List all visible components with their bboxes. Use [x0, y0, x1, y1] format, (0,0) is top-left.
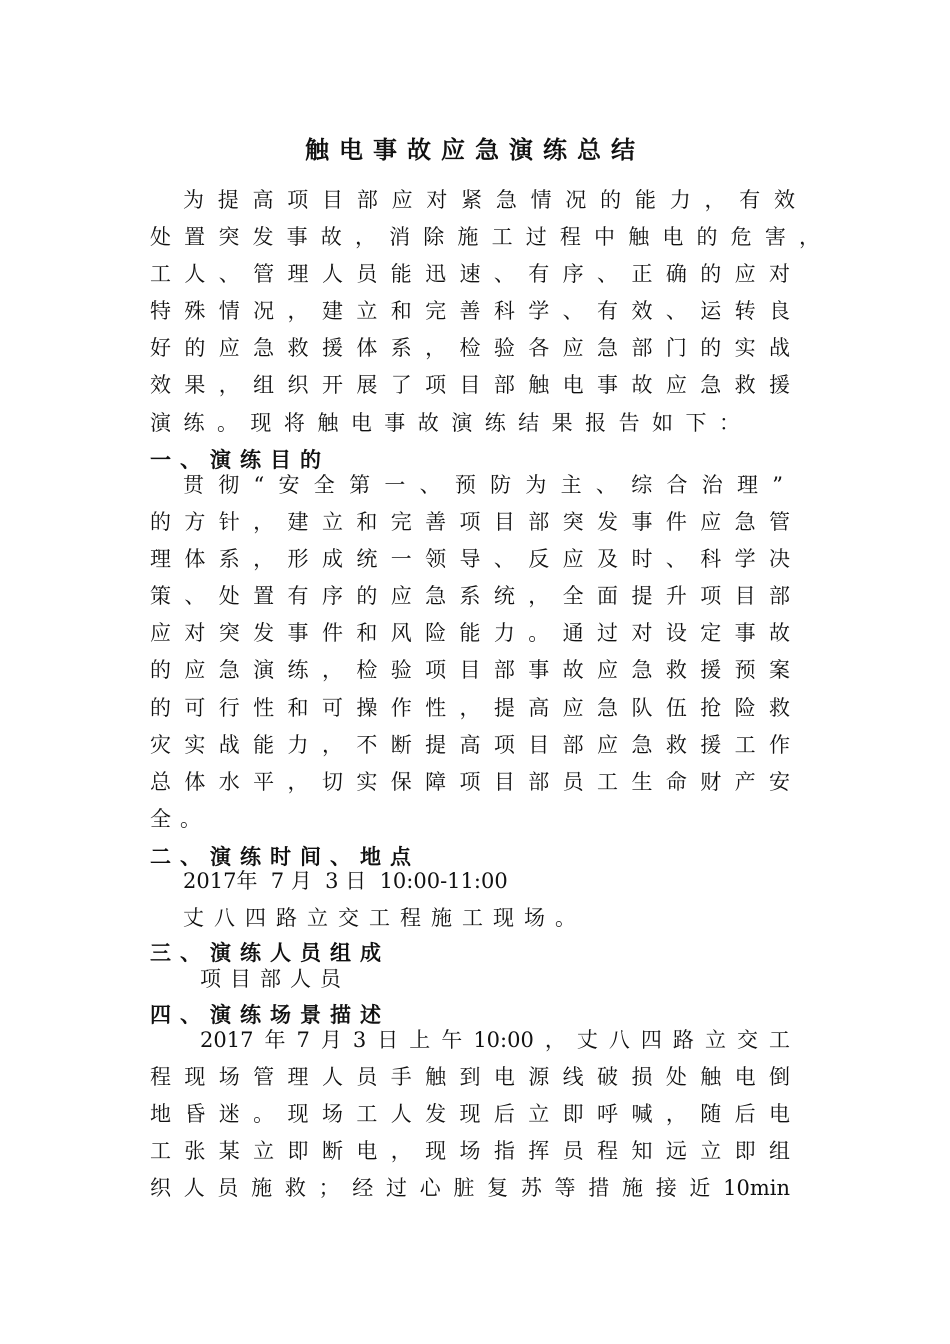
section1-line: 灾实战能力，不断提高项目部应急救援工作 [150, 733, 790, 757]
section4-line: 织人员施救；经过心脏复苏等措施接近10min [150, 1176, 790, 1200]
section1-line: 的方针，建立和完善项目部突发事件应急管 [150, 510, 790, 534]
intro-line: 演练。现将触电事故演练结果报告如下： [150, 411, 740, 435]
intro-line: 好的应急救援体系，检验各应急部门的实战 [150, 336, 790, 360]
section-heading: 二、演练时间、地点 [150, 844, 420, 869]
section4-line: 工张某立即断电，现场指挥员程知远立即组 [150, 1139, 790, 1163]
intro-line: 工人、管理人员能迅速、有序、正确的应对 [150, 262, 790, 286]
section1-line: 策、处置有序的应急系统，全面提升项目部 [150, 584, 790, 608]
section-heading: 一、演练目的 [150, 447, 330, 472]
section-heading: 四、演练场景描述 [150, 1002, 390, 1027]
section1-line: 应对突发事件和风险能力。通过对设定事故 [150, 621, 790, 645]
drill-personnel: 项目部人员 [200, 967, 350, 991]
section4-line: 地昏迷。现场工人发现后立即呼喊，随后电 [150, 1102, 790, 1126]
intro-line: 特殊情况，建立和完善科学、有效、运转良 [150, 299, 790, 323]
drill-location: 丈八四路立交工程施工现场。 [183, 906, 586, 930]
section4-line: 程现场管理人员手触到电源线破损处触电倒 [150, 1065, 790, 1089]
intro-line: 处置突发事故，消除施工过程中触电的危害， [150, 225, 820, 249]
section-heading: 三、演练人员组成 [150, 940, 390, 965]
intro-line: 效果，组织开展了项目部触电事故应急救援 [150, 373, 790, 397]
section1-line: 贯彻“安全第一、预防为主、综合治理” [183, 473, 783, 497]
section1-line: 理体系，形成统一领导、反应及时、科学决 [150, 547, 790, 571]
section1-line: 的可行性和可操作性，提高应急队伍抢险救 [150, 696, 790, 720]
drill-date: 2017年 7 月 3 日 10:00-11:00 [183, 869, 508, 893]
section1-line: 的应急演练，检验项目部事故应急救援预案 [150, 658, 790, 682]
section1-line: 总体水平，切实保障项目部员工生命财产安 [150, 770, 790, 794]
section4-line: 2017年7月3日上午10:00，丈八四路立交工 [200, 1028, 790, 1052]
section1-line: 全。 [150, 807, 210, 831]
intro-line: 为提高项目部应对紧急情况的能力，有效 [183, 188, 795, 212]
document-title: 触电事故应急演练总结 [305, 135, 645, 164]
